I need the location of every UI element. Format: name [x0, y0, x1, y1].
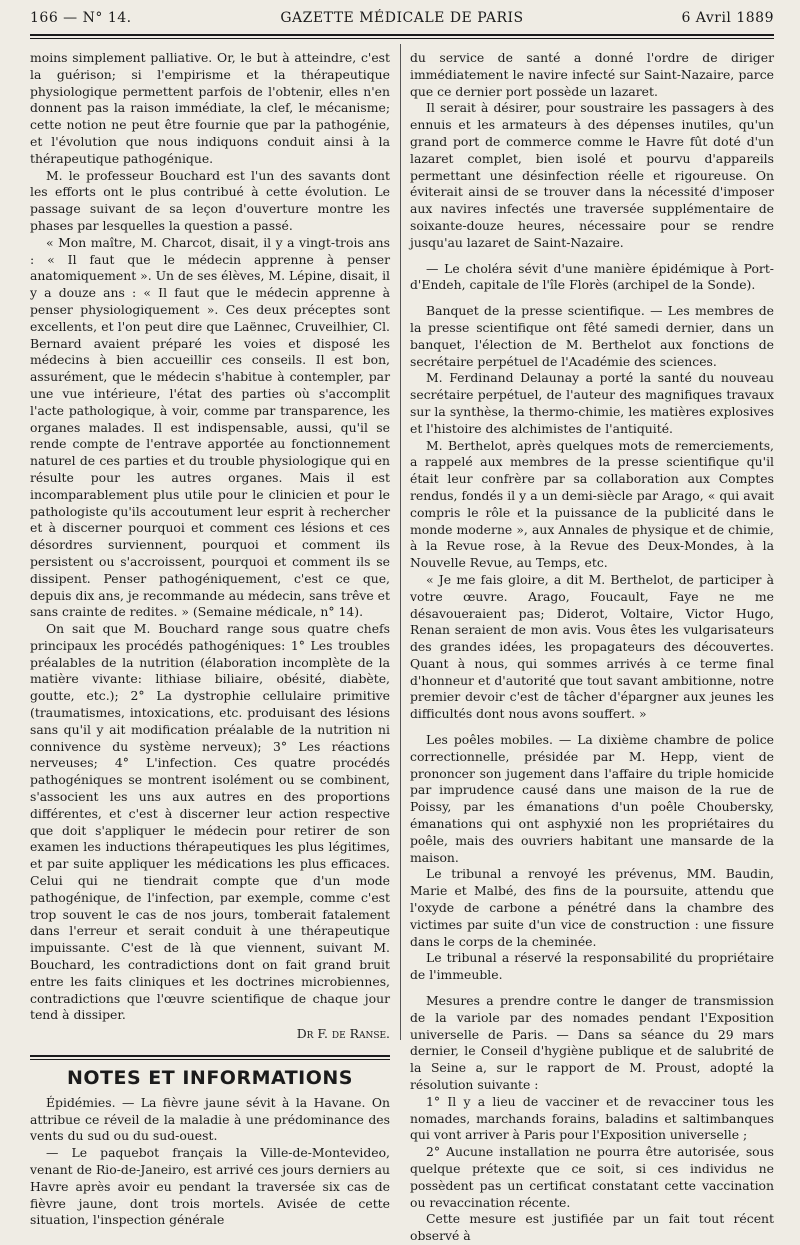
paragraph: Le tribunal a renvoyé les prévenus, MM. Baudin, Marie et Malbé, des fins de la poursuite, attendu que l'oxyde de carbone a pénétré dans la chambre des victimes par suite d'un vice de construction : une fissure dans le corps de la cheminée. [410, 866, 774, 949]
paragraph: M. Ferdinand Delaunay a porté la santé du nouveau secrétaire perpétuel, de l'auteur des magnifiques travaux sur la synthèse, la thermo-chimie, les matières explosives et l'histoire des alchimistes de l'antiquité. [410, 370, 774, 436]
signature: Dr F. de Ranse. [296, 1026, 390, 1042]
paragraph: — Le paquebot français la Ville-de-Montevideo, venant de Rio-de-Janeiro, est arrivé ces jours derniers au Havre après avoir eu pendant la traversée six cas de fièvre jaune, dont trois mortels. Avisée de cette situation, l'inspection générale [30, 1145, 390, 1228]
paragraph: du service de santé a donné l'ordre de diriger immédiatement le navire infecté sur Saint-Nazaire, parce que ce dernier port possède un lazaret. [410, 50, 774, 99]
paragraph: Les poêles mobiles. — La dixième chambre de police correctionnelle, présidée par M. Hepp, vient de prononcer son jugement dans l'affaire du triple homicide par imprudence causé dans une maison de la rue de Poissy, par les émanations d'un poêle Choubersky, émanations qui ont asphyxié non les propriétaires du poêle, mais des ouvriers habitant une mansarde de la maison. [410, 732, 774, 865]
paragraph: « Je me fais gloire, a dit M. Berthelot, de participer à votre œuvre. Arago, Foucault, Faye ne me désavoueraient pas; Diderot, Voltaire, Victor Hugo, Renan seraient de mon avis. Vous êtes les vulgarisateurs des grandes idées, les propagateurs des découvertes. Quant à nous, qui sommes arrivés à ce terme final d'honneur et d'autorité que tout savant ambitionne, notre premier devoir c'est de tâcher d'épargner aux jeunes les difficultés dont nous avons souffert. » [410, 571, 774, 722]
paragraph: Cette mesure est justifiée par un fait tout récent observé à [410, 1211, 774, 1244]
paragraph: M. le professeur Bouchard est l'un des savants dont les efforts ont le plus contribué à cette évolution. Le passage suivant de sa leçon d'ouverture montre les phases par lesquelles la question a passé. [30, 167, 390, 233]
spacer [410, 294, 774, 303]
left-column [30, 50, 390, 1228]
header-rule [30, 34, 774, 39]
page-number: 166 — N° 14. [30, 10, 132, 26]
spacer [410, 252, 774, 261]
journal-title: GAZETTE MÉDICALE DE PARIS [280, 10, 524, 26]
section-rule [30, 1055, 390, 1060]
paragraph: On sait que M. Bouchard range sous quatre chefs principaux les procédés pathogéniques: 1° Les troubles préalables de la nutrition (élaboration incomplète de la matière vivante: lithiase biliaire, obésité, diabète, goutte, etc.); 2° La dystrophie cellulaire primitive (traumatismes, intoxications, etc. produisant des lésions sans qu'il y ait modification préalable de la nutrition ni connivence du système nerveux); 3° Les réactions nerveuses; 4° L'infection. Ces quatre procédés pathogéniques se montrent isolément ou se combinent, s'associent les uns aux autres en des proportions différentes, et c'est à discerner leur action respective que doit s'appliquer le médecin pour retirer de son examen les inductions thérapeutiques les plus légitimes, et par suite appliquer les médications les plus efficaces. Celui qui ne tiendrait compte que d'un mode pathogénique, de l'infection, par exemple, comme c'est trop souvent le cas de nos jours, tomberait fatalement dans l'erreur et serait conduit à une thérapeutique impuissante. C'est de là que viennent, suivant M. Bouchard, les contradictions dont on fait grand bruit entre les faits cliniques et les doctrines microbiennes, contradictions que l'œuvre scientifique de chaque jour tend à dissiper. [30, 621, 390, 1023]
paragraph: Banquet de la presse scientifique. — Les membres de la presse scientifique ont fêté samedi dernier, dans un banquet, l'élection de M. Berthelot aux fonctions de secrétaire perpétuel de l'Académie des sciences. [410, 303, 774, 369]
paragraph: Épidémies. — La fièvre jaune sévit à la Havane. On attribue ce réveil de la maladie à une prédominance des vents du sud ou du sud-ouest. [30, 1094, 390, 1144]
paragraph: M. Berthelot, après quelques mots de remerciements, a rappelé aux membres de la presse scientifique qu'il était leur confrère par sa collaboration aux Comptes rendus, fondés il y a un demi-siècle par Arago, « qui avait compris le rôle et la puissance de la publicité dans le monde moderne », aux Annales de physique et de chimie, à la Revue rose, à la Revue des Deux-Mondes, à la Nouvelle Revue, au Temps, etc. [410, 437, 774, 571]
spacer [410, 984, 774, 993]
paragraph: « Mon maître, M. Charcot, disait, il y a vingt-trois ans : « Il faut que le médecin apprenne à penser anatomiquement ». Un de ses élèves, M. Lépine, disait, il y a douze ans : « Il faut que le médecin apprenne à penser physiologiquement ». Ces deux préceptes sont excellents, et l'on peut dire que Laënnec, Cruveilhier, Cl. Bernard avaient préparé les voies et disposé les médecins à bien accueillir ces conseils. Il est bon, assurément, que le médecin s'habitue à contempler, par une vue intérieure, l'état des parties où s'accomplit l'acte pathologique, à voir, comme par transparence, les organes malades. Il est indispensable, aussi, qu'il se rende compte de l'entrave apportée au fonctionnement naturel de ces parties et du trouble physiologique qui en résulte pour les autres organes. Mais il est incomparablement plus utile pour le clinicien et pour le pathologiste qu'ils accoutument leur esprit à rechercher et à discerner pourquoi et comment ces lésions et ces désordres surviennent, pourquoi et comment ils persistent ou s'accroissent, pourquoi et comment ils se dissipent. Penser pathogéniquement, c'est ce que, depuis dix ans, je recommande au médecin, sans trêve et sans crainte de redites. » (Semaine médicale, n° 14). [30, 234, 390, 620]
paragraph: Mesures a prendre contre le danger de transmission de la variole par des nomades pendant l'Exposition universelle de Paris. — Dans sa séance du 29 mars dernier, le Conseil d'hygiène publique et de salubrité de la Seine a, sur le rapport de M. Proust, adopté la résolution suivante : [410, 993, 774, 1093]
spacer [410, 723, 774, 732]
paragraph: Le tribunal a réservé la responsabilité du propriétaire de l'immeuble. [410, 950, 774, 983]
paragraph: — Le choléra sévit d'une manière épidémique à Port-d'Endeh, capitale de l'île Florès (archipel de la Sonde). [410, 260, 774, 293]
paragraph: 2° Aucune installation ne pourra être autorisée, sous quelque prétexte que ce soit, si ces individus ne possèdent pas un certificat constatant cette vaccination ou revaccination récente. [410, 1144, 774, 1210]
page-header [30, 10, 774, 32]
paragraph: 1° Il y a lieu de vacciner et de revacciner tous les nomades, marchands forains, baladins et saltimbanques qui vont arriver à Paris pour l'Exposition universelle ; [410, 1093, 774, 1143]
paragraph: moins simplement palliative. Or, le but à atteindre, c'est la guérison; si l'empirisme et la thérapeutique physiologique permettent parfois de l'obtenir, elles n'en donnent pas la raison immédiate, la clef, le mécanisme; cette notion ne peut être fournie que par la pathogénie, et l'évolution que nous indiquons conduit ainsi à la thérapeutique pathogénique. [30, 50, 390, 166]
paragraph: Il serait à désirer, pour soustraire les passagers à des ennuis et les armateurs à des dépenses inutiles, qu'un grand port de commerce comme le Havre fût doté d'un lazaret complet, bien isolé et pourvu d'appareils permettant une désinfection réelle et rigoureuse. On éviterait ainsi de se trouver dans la nécessité d'imposer aux navires infectés une traversée supplémentaire de soixante-douze heures, nécessaire pour se rendre jusqu'au lazaret de Saint-Nazaire. [410, 100, 774, 250]
right-column [410, 50, 774, 1244]
issue-date: 6 Avril 1889 [681, 10, 774, 26]
column-divider [400, 44, 401, 1040]
section-title: NOTES ET INFORMATIONS [67, 1067, 353, 1090]
